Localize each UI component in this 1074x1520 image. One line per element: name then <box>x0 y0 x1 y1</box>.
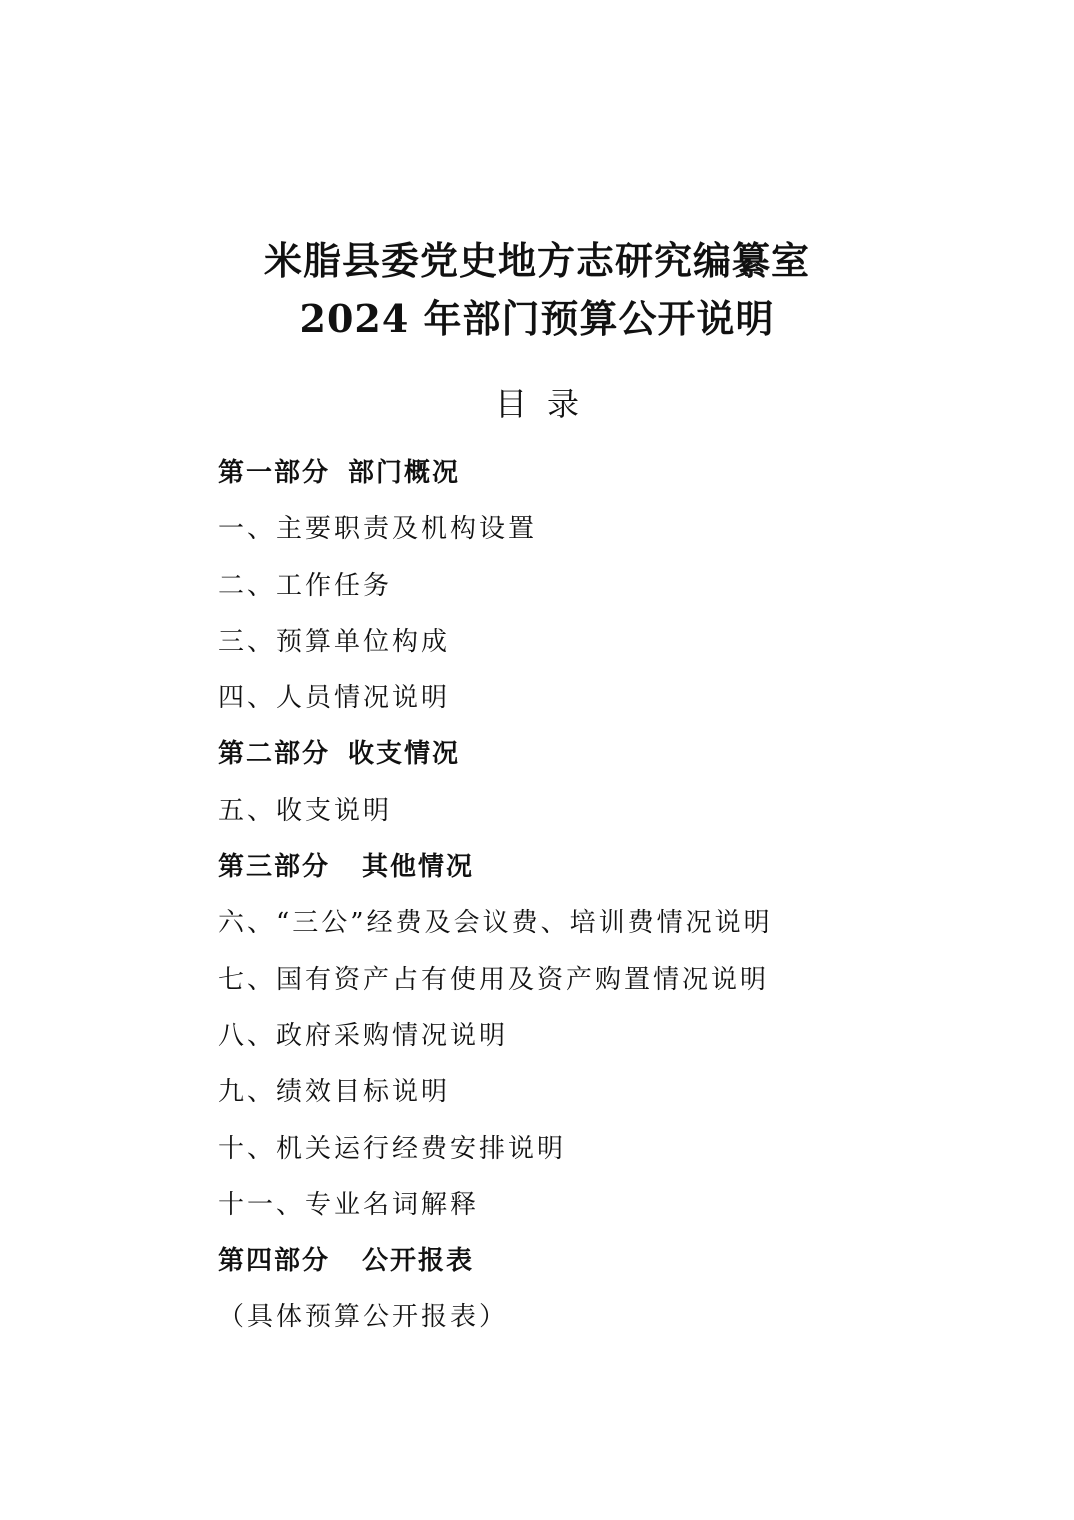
toc-part-label: 第四部分 <box>218 1246 331 1277</box>
toc-part-title: 其他情况 <box>362 852 475 883</box>
toc-item-5: 五、收支说明 <box>218 795 393 826</box>
toc-part-title: 收支情况 <box>348 739 461 770</box>
document-title-line2: 2024 年部门预算公开说明 <box>299 296 775 341</box>
toc-item-2: 二、工作任务 <box>218 570 393 601</box>
toc-item-6: 六、“三公”经费及会议费、培训费情况说明 <box>218 908 773 939</box>
toc-item-11: 十一、专业名词解释 <box>218 1189 480 1220</box>
toc-item-7: 七、国有资产占有使用及资产购置情况说明 <box>218 964 770 995</box>
toc-part-1 <box>218 452 1018 508</box>
toc-item-10: 十、机关运行经费安排说明 <box>218 1133 567 1164</box>
toc-part-label: 第二部分 <box>218 739 331 770</box>
toc-item-3: 三、预算单位构成 <box>218 626 451 657</box>
document-title-line1: 米脂县委党史地方志研究编纂室 <box>263 238 810 283</box>
toc-item-12: （具体预算公开报表） <box>218 1302 509 1333</box>
toc-item-4: 四、人员情况说明 <box>218 683 451 714</box>
toc-part-4 <box>218 1240 1018 1296</box>
table-of-contents <box>218 452 1018 1353</box>
toc-heading: 目录 <box>494 385 599 423</box>
toc-part-3 <box>218 846 1018 902</box>
toc-part-2 <box>218 733 1018 789</box>
toc-part-label: 第一部分 <box>218 458 331 488</box>
toc-part-title: 部门概况 <box>348 458 461 488</box>
toc-part-label: 第三部分 <box>218 852 331 883</box>
toc-part-title: 公开报表 <box>362 1246 475 1277</box>
toc-item-9: 九、绩效目标说明 <box>218 1077 451 1108</box>
toc-item-1: 一、主要职责及机构设置 <box>218 514 538 545</box>
toc-item-8: 八、政府采购情况说明 <box>218 1020 509 1051</box>
